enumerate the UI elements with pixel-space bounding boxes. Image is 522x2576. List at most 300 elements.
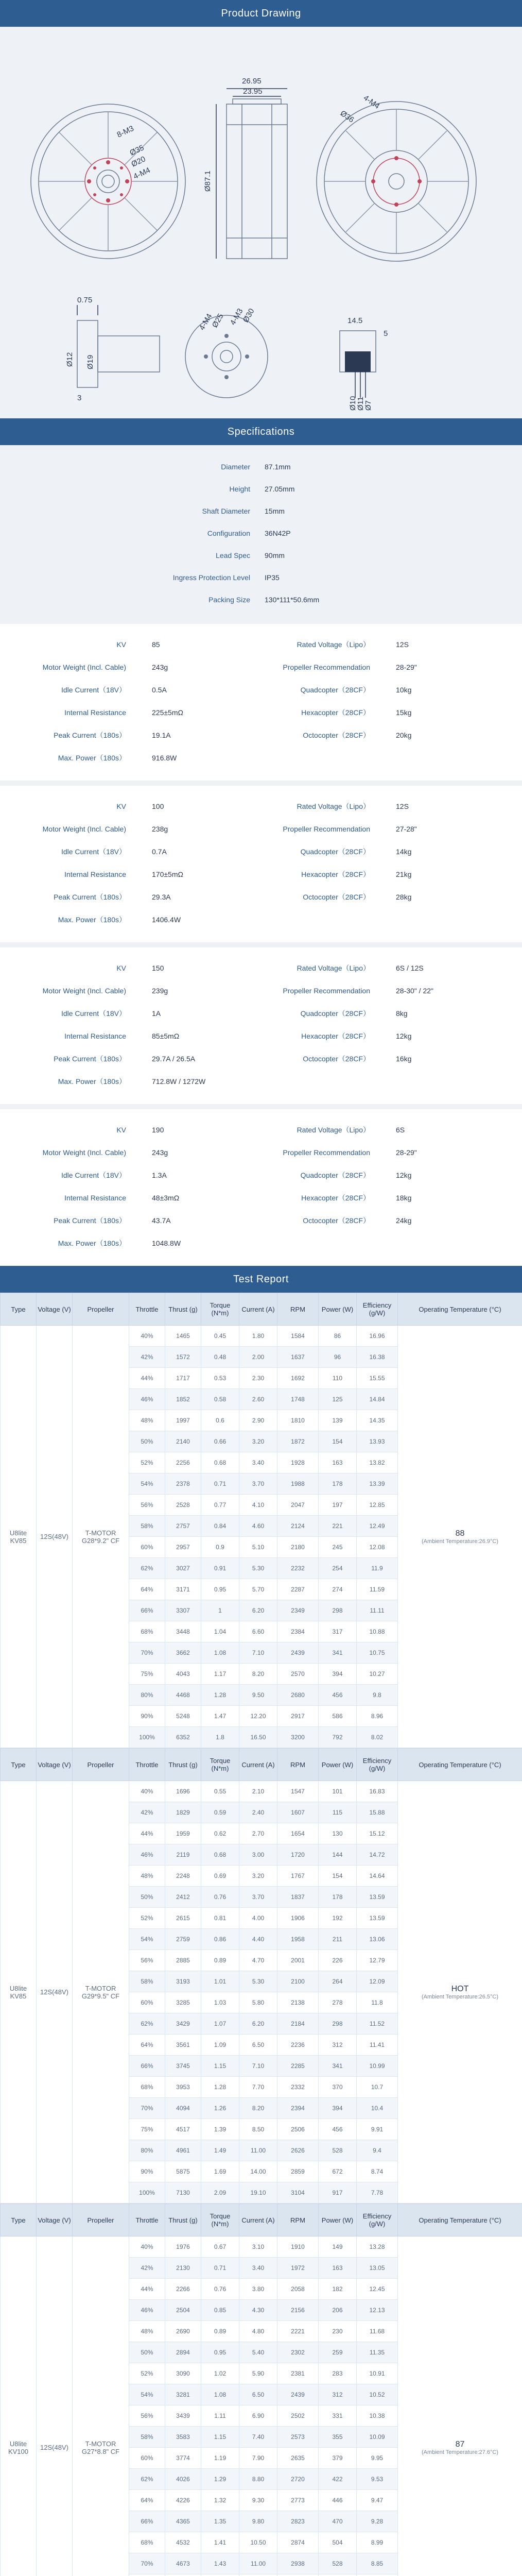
kv-left-value: 243g xyxy=(152,663,168,671)
data-cell: 58% xyxy=(129,1516,165,1537)
data-cell: 70% xyxy=(129,2553,165,2574)
data-cell: 1.08 xyxy=(201,2384,239,2405)
data-cell: 2504 xyxy=(165,2300,201,2321)
data-cell: 0.59 xyxy=(201,1802,239,1823)
table-header-cell: Power (W) xyxy=(319,1293,357,1326)
data-cell: 0.66 xyxy=(201,1431,239,1452)
data-cell: 1.69 xyxy=(201,2161,239,2182)
data-cell: 4961 xyxy=(165,2140,201,2161)
data-cell: 379 xyxy=(319,2448,357,2469)
data-cell: 1928 xyxy=(277,1452,319,1473)
data-cell: 12.08 xyxy=(357,1537,398,1558)
data-cell: 422 xyxy=(319,2469,357,2490)
operating-temp: 88 xyxy=(455,1529,465,1538)
propeller-cell: T-MOTOR G29*9.5" CF xyxy=(73,1781,129,2204)
kv-right-value: 12S xyxy=(396,640,409,649)
kv-right-value: 10kg xyxy=(396,686,412,694)
table-header-cell: Thrust (g) xyxy=(165,1293,201,1326)
data-cell: 0.68 xyxy=(201,1844,239,1866)
data-cell: 2100 xyxy=(277,1971,319,1992)
data-cell: 1.41 xyxy=(201,2532,239,2553)
kv-right-value: 24kg xyxy=(396,1216,412,1225)
data-cell: 9.50 xyxy=(239,1685,277,1706)
data-cell: 245 xyxy=(319,1537,357,1558)
data-cell: 4532 xyxy=(165,2532,201,2553)
data-cell: 504 xyxy=(319,2532,357,2553)
kv-left-key: Idle Current（18V） xyxy=(61,848,126,856)
data-cell: 3307 xyxy=(165,1600,201,1621)
spec-value: 87.1mm xyxy=(265,462,291,471)
table-header-cell: Operating Temperature (°C) xyxy=(398,2204,522,2236)
spec-key: Lead Spec xyxy=(216,551,250,560)
spec-key: Diameter xyxy=(221,462,250,471)
kv-right-key: Octocopter（28CF） xyxy=(303,893,370,901)
data-cell: 46% xyxy=(129,1389,165,1410)
table-header-cell: Current (A) xyxy=(239,2204,277,2236)
data-cell: 2.30 xyxy=(239,1368,277,1389)
kv-right-value: 12kg xyxy=(396,1171,412,1179)
data-cell: 7.90 xyxy=(239,2448,277,2469)
data-cell: 2570 xyxy=(277,1664,319,1685)
data-cell: 9.4 xyxy=(357,2140,398,2161)
data-cell: 16.83 xyxy=(357,1781,398,1802)
data-cell: 917 xyxy=(319,2182,357,2204)
data-cell: 68% xyxy=(129,2077,165,2098)
operating-temp: HOT xyxy=(451,1984,469,1993)
data-cell: 264 xyxy=(319,1971,357,1992)
kv-right-value: 18kg xyxy=(396,1194,412,1202)
test-report xyxy=(0,1293,522,2576)
kv-right-value: 14kg xyxy=(396,848,412,856)
data-cell: 0.53 xyxy=(201,1368,239,1389)
data-cell: 9.53 xyxy=(357,2469,398,2490)
table-header-cell: Voltage (V) xyxy=(37,2204,73,2236)
data-cell: 64% xyxy=(129,2490,165,2511)
data-cell: 5875 xyxy=(165,2161,201,2182)
kv-row xyxy=(0,840,522,863)
data-cell: 40% xyxy=(129,1781,165,1802)
data-cell: 7.78 xyxy=(357,2182,398,2204)
data-cell: 4.10 xyxy=(239,1495,277,1516)
data-cell xyxy=(277,2574,319,2576)
data-cell: 254 xyxy=(319,1558,357,1579)
data-cell: 10.99 xyxy=(357,2056,398,2077)
data-cell: 12.79 xyxy=(357,1950,398,1971)
table-header-cell: Type xyxy=(1,1749,37,1781)
kv-row xyxy=(0,957,522,979)
data-cell: 1.49 xyxy=(201,2140,239,2161)
data-cell: 60% xyxy=(129,1537,165,1558)
kv-right-key: Hexacopter（28CF） xyxy=(301,708,370,717)
dim-d871: Ø87.1 xyxy=(203,171,212,192)
data-cell: 10.27 xyxy=(357,1664,398,1685)
kv-row xyxy=(0,679,522,701)
data-cell: 0.67 xyxy=(201,2236,239,2258)
data-cell: 115 xyxy=(319,1802,357,1823)
data-cell: 2917 xyxy=(277,1706,319,1727)
dim-m4-adapter: 4-M4 xyxy=(197,312,214,332)
data-cell: 355 xyxy=(319,2427,357,2448)
kv-right-value: 28-29" xyxy=(396,1148,417,1157)
table-header-cell: Propeller xyxy=(73,1293,129,1326)
data-cell: 5.30 xyxy=(239,1558,277,1579)
data-cell: 149 xyxy=(319,2236,357,2258)
data-cell: 64% xyxy=(129,1579,165,1600)
specifications-list xyxy=(0,445,522,619)
data-cell: 4026 xyxy=(165,2469,201,2490)
spec-row xyxy=(0,588,522,611)
data-cell: 394 xyxy=(319,2098,357,2119)
data-cell: 11.9 xyxy=(357,1558,398,1579)
dim-m3-adapter: 4-M3 xyxy=(228,307,245,327)
data-cell: 8.74 xyxy=(357,2161,398,2182)
kv-right-key: Quadcopter（28CF） xyxy=(300,1009,370,1018)
kv-right-value: 6S / 12S xyxy=(396,964,424,972)
data-cell: 1829 xyxy=(165,1802,201,1823)
data-cell: 86 xyxy=(319,1326,357,1347)
data-cell: 64% xyxy=(129,2035,165,2056)
data-cell: 1.39 xyxy=(201,2119,239,2140)
kv-right-key: Rated Voltage（Lipo） xyxy=(297,640,370,649)
table-header-cell: Throttle xyxy=(129,2204,165,2236)
data-cell: 370 xyxy=(319,2077,357,2098)
data-cell: 2287 xyxy=(277,1579,319,1600)
dim-w1: 26.95 xyxy=(242,77,262,86)
data-cell: 10.38 xyxy=(357,2405,398,2427)
data-cell: 9.91 xyxy=(357,2119,398,2140)
data-cell: 7.40 xyxy=(239,2427,277,2448)
kv-left-value: 1A xyxy=(152,1009,161,1018)
kv-right-value: 12S xyxy=(396,802,409,810)
ambient-temp-note: (Ambient Temperature:26.9°C) xyxy=(421,1538,499,1545)
table-header-cell: Power (W) xyxy=(319,2204,357,2236)
product-drawing-banner xyxy=(0,0,522,27)
data-cell: 1.07 xyxy=(201,2013,239,2035)
data-cell: 62% xyxy=(129,2469,165,2490)
kv-row xyxy=(0,818,522,840)
data-cell: 1837 xyxy=(277,1887,319,1908)
table-header-row xyxy=(1,1749,522,1781)
data-cell: 3439 xyxy=(165,2405,201,2427)
data-cell: 13.82 xyxy=(357,1452,398,1473)
spec-value: 27.05mm xyxy=(265,484,295,493)
kv-row xyxy=(0,633,522,656)
data-cell: 11.00 xyxy=(239,2140,277,2161)
data-cell: 60% xyxy=(129,1992,165,2013)
data-cell: 11.52 xyxy=(357,2013,398,2035)
table-header-cell: Current (A) xyxy=(239,1293,277,1326)
data-cell: 2.00 xyxy=(239,1347,277,1368)
data-cell: 298 xyxy=(319,2013,357,2035)
product-drawing-title: Product Drawing xyxy=(221,7,301,19)
table-header-cell: Operating Temperature (°C) xyxy=(398,1749,522,1781)
data-cell: 14.64 xyxy=(357,1866,398,1887)
data-cell: 0.71 xyxy=(201,2258,239,2279)
data-cell: 3.70 xyxy=(239,1473,277,1495)
data-cell: 90% xyxy=(129,1706,165,1727)
kv-row xyxy=(0,1164,522,1187)
data-cell: 3090 xyxy=(165,2363,201,2384)
kv-row xyxy=(0,1070,522,1093)
data-cell: 54% xyxy=(129,1473,165,1495)
data-cell: 2119 xyxy=(165,1844,201,1866)
data-cell: 163 xyxy=(319,2258,357,2279)
data-cell: 3583 xyxy=(165,2427,201,2448)
kv-right-key: Octocopter（28CF） xyxy=(303,1216,370,1225)
dim-d20: Ø20 xyxy=(130,155,147,169)
ambient-temp-note: (Ambient Temperature:26.5°C) xyxy=(421,1993,499,2000)
data-cell: 341 xyxy=(319,1642,357,1664)
data-cell: 197 xyxy=(319,1495,357,1516)
data-cell: 66% xyxy=(129,2056,165,2077)
data-cell: 54% xyxy=(129,1929,165,1950)
data-cell: 1.03 xyxy=(201,1992,239,2013)
data-cell: 6352 xyxy=(165,1727,201,1748)
data-cell: 40% xyxy=(129,2236,165,2258)
data-cell: 312 xyxy=(319,2384,357,2405)
data-cell: 2859 xyxy=(277,2161,319,2182)
data-cell: 0.58 xyxy=(201,1389,239,1410)
data-cell: 3662 xyxy=(165,1642,201,1664)
kv-right-value: 28kg xyxy=(396,893,412,901)
kv-left-key: Idle Current（18V） xyxy=(61,1009,126,1018)
data-cell: 68% xyxy=(129,2532,165,2553)
kv-left-value: 243g xyxy=(152,1148,168,1157)
data-cell: 1607 xyxy=(277,1802,319,1823)
data-cell: 1.80 xyxy=(239,1326,277,1347)
data-cell: 3953 xyxy=(165,2077,201,2098)
kv-left-key: Motor Weight (Incl. Cable) xyxy=(42,663,126,671)
data-cell: 10.88 xyxy=(357,1621,398,1642)
data-cell: 16.96 xyxy=(357,1326,398,1347)
data-cell: 0.89 xyxy=(201,1950,239,1971)
data-cell: 1.28 xyxy=(201,1685,239,1706)
data-cell: 11.59 xyxy=(357,1579,398,1600)
data-cell: 2221 xyxy=(277,2321,319,2342)
kv-row xyxy=(0,1209,522,1232)
data-cell: 62% xyxy=(129,2013,165,2035)
data-cell: 3.80 xyxy=(239,2279,277,2300)
data-cell: 0.76 xyxy=(201,2279,239,2300)
data-cell: 7130 xyxy=(165,2182,201,2204)
kv-block xyxy=(0,1104,522,1266)
data-cell: 2690 xyxy=(165,2321,201,2342)
data-cell: 1.08 xyxy=(201,1642,239,1664)
table-header-row xyxy=(1,1293,522,1326)
data-cell: 7.10 xyxy=(239,2056,277,2077)
data-cell: 8.20 xyxy=(239,1664,277,1685)
data-cell: 58% xyxy=(129,1971,165,1992)
kv-row xyxy=(0,724,522,747)
data-cell: 4094 xyxy=(165,2098,201,2119)
spec-row xyxy=(0,522,522,544)
data-cell: 1696 xyxy=(165,1781,201,1802)
data-cell: 9.95 xyxy=(357,2448,398,2469)
data-cell: 211 xyxy=(319,1929,357,1950)
table-header-cell: Propeller xyxy=(73,2204,129,2236)
data-cell: 1720 xyxy=(277,1844,319,1866)
data-cell: 66% xyxy=(129,2511,165,2532)
data-cell: 2140 xyxy=(165,1431,201,1452)
shaft-side-view xyxy=(77,305,160,387)
kv-left-value: 916.8W xyxy=(152,754,177,762)
data-cell: 1654 xyxy=(277,1823,319,1844)
data-cell: 0.91 xyxy=(201,1558,239,1579)
operating-temp-cell xyxy=(398,1326,522,1748)
kv-right-key: Hexacopter（28CF） xyxy=(301,1032,370,1040)
data-cell: 2302 xyxy=(277,2342,319,2363)
data-cell: 3448 xyxy=(165,1621,201,1642)
data-cell: 178 xyxy=(319,1473,357,1495)
kv-left-key: Peak Current（180s） xyxy=(54,893,126,901)
kv-right-key: Rated Voltage（Lipo） xyxy=(297,802,370,810)
data-cell: 0.85 xyxy=(201,2300,239,2321)
table-header-row xyxy=(1,2204,522,2236)
data-cell: 66% xyxy=(129,1600,165,1621)
data-cell: 15.12 xyxy=(357,1823,398,1844)
spec-row xyxy=(0,566,522,588)
data-cell: 178 xyxy=(319,1887,357,1908)
data-cell: 456 xyxy=(319,2119,357,2140)
data-cell: 100% xyxy=(129,1727,165,1748)
data-cell: 312 xyxy=(319,2035,357,2056)
data-cell: 3.70 xyxy=(239,1887,277,1908)
data-cell: 40% xyxy=(129,1326,165,1347)
data-cell: 15.55 xyxy=(357,1368,398,1389)
kv-left-key: Idle Current（18V） xyxy=(61,686,126,694)
kv-blocks xyxy=(0,619,522,1266)
data-cell: 13.06 xyxy=(357,1929,398,1950)
data-cell: 528 xyxy=(319,2140,357,2161)
table-header-cell: Type xyxy=(1,2204,37,2236)
data-cell: 2720 xyxy=(277,2469,319,2490)
data-cell: 4.00 xyxy=(239,1908,277,1929)
data-cell: 139 xyxy=(319,1410,357,1431)
data-cell: 1.15 xyxy=(201,2427,239,2448)
operating-temp-cell xyxy=(398,1781,522,2204)
data-cell: 2874 xyxy=(277,2532,319,2553)
data-cell: 2130 xyxy=(165,2258,201,2279)
data-cell: 12.09 xyxy=(357,1971,398,1992)
table-header-cell: Efficiency (g/W) xyxy=(357,1749,398,1781)
data-cell: 1748 xyxy=(277,1389,319,1410)
data-cell: 3193 xyxy=(165,1971,201,1992)
data-cell: 42% xyxy=(129,2258,165,2279)
data-cell: 1 xyxy=(201,1600,239,1621)
kv-right-value: 8kg xyxy=(396,1009,408,1018)
spec-value: IP35 xyxy=(265,573,280,582)
data-cell: 10.7 xyxy=(357,2077,398,2098)
data-cell: 3281 xyxy=(165,2384,201,2405)
data-cell: 2615 xyxy=(165,1908,201,1929)
bottom-view xyxy=(31,104,185,259)
data-cell: 2.40 xyxy=(239,1802,277,1823)
kv-right-key: Quadcopter（28CF） xyxy=(300,1171,370,1179)
data-cell: 2184 xyxy=(277,2013,319,2035)
kv-right-key: Propeller Recommendation xyxy=(283,825,370,833)
data-cell: 1988 xyxy=(277,1473,319,1495)
kv-left-key: Max. Power（180s） xyxy=(58,1077,126,1086)
kv-right-value: 15kg xyxy=(396,708,412,717)
data-cell: 2047 xyxy=(277,1495,319,1516)
table-header-cell: Operating Temperature (°C) xyxy=(398,1293,522,1326)
kv-right-key: Propeller Recommendation xyxy=(283,987,370,995)
data-cell: 46% xyxy=(129,1844,165,1866)
data-cell: 4673 xyxy=(165,2553,201,2574)
propeller-cell: T-MOTOR G27*8.8" CF xyxy=(73,2236,129,2576)
product-drawing xyxy=(0,27,522,418)
table-header-cell: Thrust (g) xyxy=(165,2204,201,2236)
data-cell: 2256 xyxy=(165,1452,201,1473)
data-cell: 0.62 xyxy=(201,1823,239,1844)
data-cell: 163 xyxy=(319,1452,357,1473)
ambient-temp-note: (Ambient Temperature:27.6°C) xyxy=(421,2449,499,2455)
data-cell: 60% xyxy=(129,2448,165,2469)
data-cell: 0.84 xyxy=(201,1516,239,1537)
data-cell: 70% xyxy=(129,2098,165,2119)
kv-right-value: 12kg xyxy=(396,1032,412,1040)
data-cell: 2502 xyxy=(277,2405,319,2427)
kv-left-value: 29.7A / 26.5A xyxy=(152,1055,196,1063)
data-cell: 8.85 xyxy=(357,2553,398,2574)
data-cell: 206 xyxy=(319,2300,357,2321)
data-cell: 12.45 xyxy=(357,2279,398,2300)
test-report-table xyxy=(0,1748,522,2204)
data-cell: 672 xyxy=(319,2161,357,2182)
data-cell: 0.48 xyxy=(201,1347,239,1368)
data-cell: 6.90 xyxy=(239,2405,277,2427)
spec-row xyxy=(0,500,522,522)
data-cell: 2236 xyxy=(277,2035,319,2056)
data-cell: 96 xyxy=(319,1347,357,1368)
data-cell: 2.60 xyxy=(239,1389,277,1410)
dim-side-075: 0.75 xyxy=(77,296,93,304)
data-cell: 1872 xyxy=(277,1431,319,1452)
data-cell: 144 xyxy=(319,1844,357,1866)
data-cell: 11.41 xyxy=(357,2035,398,2056)
kv-left-value: 85±5mΩ xyxy=(152,1032,180,1040)
data-cell: 42% xyxy=(129,1802,165,1823)
data-cell: 5.80 xyxy=(239,1992,277,2013)
kv-left-value: 712.8W / 1272W xyxy=(152,1077,206,1086)
data-cell: 1958 xyxy=(277,1929,319,1950)
data-cell: 2885 xyxy=(165,1950,201,1971)
kv-right-value: 21kg xyxy=(396,870,412,878)
data-cell: 0.76 xyxy=(201,1887,239,1908)
data-cell: 3561 xyxy=(165,2035,201,2056)
data-cell: 1.35 xyxy=(201,2511,239,2532)
data-cell: 1767 xyxy=(277,1866,319,1887)
data-cell: 2332 xyxy=(277,2077,319,2098)
data-cell: 1810 xyxy=(277,1410,319,1431)
data-cell: 75% xyxy=(129,2119,165,2140)
kv-left-key: Max. Power（180s） xyxy=(58,916,126,924)
kv-left-key: KV xyxy=(116,802,126,810)
data-cell: 8.20 xyxy=(239,2098,277,2119)
data-cell: 42% xyxy=(129,1347,165,1368)
data-cell: 2894 xyxy=(165,2342,201,2363)
kv-left-key: Idle Current（18V） xyxy=(61,1171,126,1179)
kv-left-value: 1.3A xyxy=(152,1171,167,1179)
data-cell: 2823 xyxy=(277,2511,319,2532)
dim-d10: Ø10 xyxy=(349,396,357,411)
kv-row xyxy=(0,656,522,679)
data-cell: 1959 xyxy=(165,1823,201,1844)
data-cell: 9.47 xyxy=(357,2490,398,2511)
data-cell: 10.52 xyxy=(357,2384,398,2405)
kv-right-value: 6S xyxy=(396,1126,405,1134)
data-cell: 4.40 xyxy=(239,1929,277,1950)
